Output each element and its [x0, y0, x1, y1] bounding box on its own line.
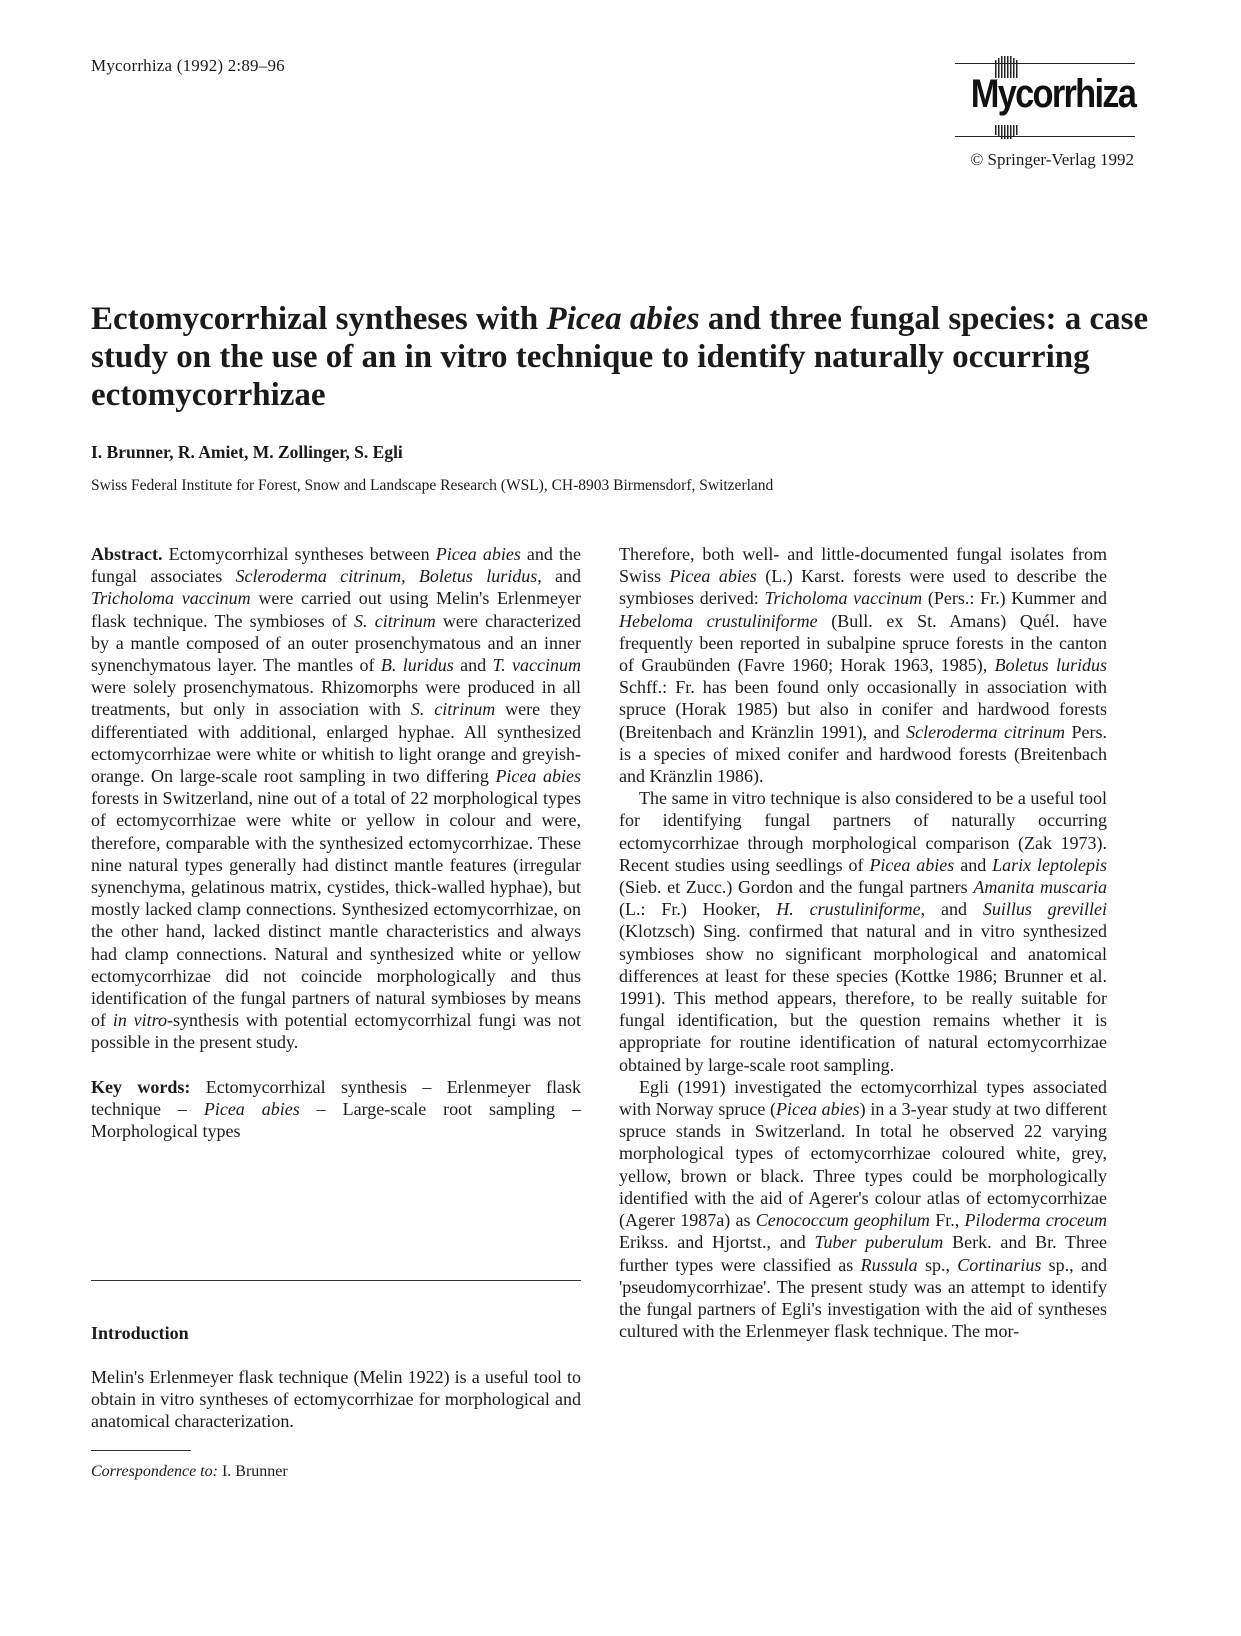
italic-term: Picea abies — [776, 1099, 860, 1120]
article-title — [91, 300, 1151, 414]
text-run: – Large-scale root sampling – Morphological types — [91, 1098, 581, 1142]
text-run: (Klotzsch) Sing. confirmed that natural and in vitro synthesized symbioses show no significant morphological and anatomical differences at least for these species (Kottke 1986; Brunner et al. 1991). This method appears, therefore, to be really suitable for fungal identification, but the question remains whether it is appropriate for routine identification of natural ectomycorrhizae obtained by large-scale root sampling. — [619, 921, 1107, 1075]
italic-term: S. citrinum — [410, 699, 496, 720]
text-run: were carried out using Melin's Erlenmeyer flask technique. The symbioses of — [91, 588, 581, 631]
author-list: I. Brunner, R. Amiet, M. Zollinger, S. Egli — [91, 442, 403, 462]
text-run: sp., — [917, 1254, 958, 1275]
body-paragraph-1 — [619, 543, 1107, 787]
abstract-body — [91, 544, 581, 1052]
italic-term: H. crustuliniforme — [776, 899, 921, 920]
italic-term: S. citrinum — [354, 610, 436, 631]
left-column — [91, 543, 581, 1142]
text-run: Ectomycorrhizal synthesis – Erlenmeyer flask technique – — [91, 1076, 581, 1119]
italic-term: Russula — [860, 1254, 918, 1275]
text-run: -synthesis with potential ectomycorrhizal fungi was not possible in the present study. — [91, 1010, 581, 1053]
section-divider — [91, 1280, 581, 1281]
keywords-label: Key words: — [91, 1076, 191, 1097]
italic-term: in vitro — [112, 1010, 168, 1031]
italic-term: Tricholoma vaccinum — [91, 588, 251, 609]
body-paragraph-2 — [619, 787, 1107, 1076]
text-run: were solely prosenchymatous. Rhizomorphs were produced in all treatments, but only in association with — [91, 677, 581, 720]
text-run: Fr., — [929, 1210, 965, 1231]
keywords — [91, 1076, 581, 1143]
text-run: Erikss. and Hjortst., and — [619, 1232, 815, 1253]
text-run: Egli (1991) investigated the ectomycorrhizal types associated with Norway spruce ( — [619, 1076, 1107, 1120]
italic-term: Picea abies — [495, 766, 581, 787]
author-affiliation: Swiss Federal Institute for Forest, Snow and Landscape Research (WSL), CH-8903 Birmensdorf, Switzerland — [91, 477, 774, 494]
text-run: sp., and 'pseudomycorrhizae'. The present study was an attempt to identify the fungal partners of Egli's investigation with the aid of syntheses cultured with the Erlenmeyer flask technique. The mor- — [619, 1254, 1107, 1342]
italic-term: Picea abies — [203, 1098, 300, 1119]
text-run: ) in a 3-year study at two different spruce stands in Switzerland. In total he observed 22 varying morphological types of ectomycorrhizae coloured white, grey, yellow, brown or black. Three types could be morphologically identified with the aid of Agerer's colour atlas of ectomycorrhizae (Agerer 1987a) as — [619, 1099, 1107, 1231]
italic-term: Boletus luridus — [994, 655, 1107, 676]
italic-term: Picea abies — [435, 544, 521, 564]
title-part-1: Ectomycorrhizal syntheses with — [91, 301, 547, 337]
introduction-heading: Introduction — [91, 1323, 189, 1343]
italic-term: Picea abies — [669, 566, 757, 587]
text-run: (Bull. ex St. Amans) Quél. have frequently been reported in subalpine spruce forests in the canton of Graubünden (Favre 1960; Horak 1963, 1985), — [619, 610, 1107, 676]
italic-term: Amanita muscaria — [973, 877, 1108, 898]
logo-rule-bottom — [955, 136, 1135, 137]
text-run: (Pers.: Fr.) Kummer and — [922, 588, 1107, 609]
abstract — [91, 543, 581, 1054]
text-run: Schff.: Fr. has been found only occasionally in association with spruce (Horak 1985) but also in conifer and hardwood forests (Breitenbach and Kränzlin 1991), and — [619, 677, 1107, 742]
journal-citation: Mycorrhiza (1992) 2:89–96 — [91, 56, 285, 75]
text-run: forests in Switzerland, nine out of a total of 22 morphological types of ectomycorrhizae were white or yellow in colour and were, therefore, comparable with the synthesized ectomycorrhizae. These nine natural types generally had distinct mantle features (irregular synenchyma, gelatinous matrix, cystides, thick-walled hyphae), but mostly lacked clamp connections. Synthesized ectomycorrhizae, on the other hand, lacked distinct mantle characteristics and always had clamp connections. Natural and synthesized white or yellow ectomycorrhizae did not coincide morphologically and thus identification of the fungal partners of natural symbioses by means of — [91, 788, 581, 1031]
logo-rule-top — [955, 63, 1135, 64]
text-run: and the fungal associates — [91, 544, 581, 587]
body-paragraph-3 — [619, 1076, 1107, 1342]
text-run: (L.) Karst. forests were used to describe the symbioses derived: — [619, 566, 1107, 609]
introduction-text: Melin's Erlenmeyer flask technique (Melin 1922) is a useful tool to obtain in vitro syntheses of ectomycorrhizae for morphological and anatomical characterization. — [91, 1367, 581, 1432]
italic-term: Scleroderma citrinum — [235, 566, 402, 587]
publisher-copyright: © Springer-Verlag 1992 — [970, 150, 1134, 169]
italic-term: Cortinarius — [957, 1254, 1042, 1275]
footnote-rule — [91, 1450, 191, 1451]
italic-term: Tuber puberulum — [814, 1232, 944, 1253]
correspondence-footnote — [91, 1463, 288, 1481]
text-run: were they differentiated with additional, enlarged hyphae. All synthesized ectomycorrhizae were white or whitish to light orange and greyish-orange. On large-scale root sampling in two differing — [91, 699, 582, 787]
text-run: were characterized by a mantle composed of an outer prosenchymatous and an inner synenchymatous layer. The mantles of — [91, 610, 581, 676]
title-italic: Picea abies — [546, 301, 700, 337]
text-run: Ectomycorrhizal syntheses between — [162, 544, 436, 564]
italic-term: Picea abies — [869, 854, 955, 875]
italic-term: Piloderma croceum — [964, 1210, 1108, 1231]
text-run: The same in vitro technique is also considered to be a useful tool for identifying fungal partners of naturally occurring ectomycorrhizae through morphological comparison (Zak 1973). Recent studies using seedlings of — [619, 788, 1107, 875]
footnote-name: I. Brunner — [217, 1463, 288, 1480]
right-column — [619, 543, 1107, 1342]
text-run: , and — [920, 899, 983, 920]
italic-term: Tricholoma vaccinum — [764, 588, 923, 609]
footnote-label: Correspondence to: — [91, 1463, 218, 1480]
italic-term: Boletus luridus — [418, 566, 538, 587]
italic-term: Cenococcum geophilum — [755, 1210, 930, 1231]
abstract-label: Abstract. — [91, 544, 163, 564]
text-run: Berk. and Br. Three further types were classified as — [619, 1232, 1107, 1275]
logo-wordmark: Mycorrhiza — [970, 72, 1135, 116]
italic-term: T. vaccinum — [492, 655, 581, 676]
text-run: , — [401, 566, 419, 587]
italic-term: Larix leptolepis — [992, 854, 1107, 875]
italic-term: Scleroderma citrinum — [906, 721, 1065, 742]
italic-term: B. luridus — [380, 655, 454, 676]
text-run: (Sieb. et Zucc.) Gordon and the fungal partners — [619, 877, 974, 898]
italic-term: Hebeloma crustuliniforme — [619, 610, 818, 631]
text-run: and — [453, 655, 493, 676]
text-run: and — [954, 854, 993, 875]
text-run: (L.: Fr.) Hooker, — [619, 899, 777, 920]
italic-term: Suillus grevillei — [982, 899, 1107, 920]
title-part-2: and three fungal species: a case study on the use of an in vitro technique to identify naturally occurring ectomycorrhizae — [91, 301, 1149, 413]
text-run: Therefore, both well- and little-documented fungal isolates from Swiss — [619, 544, 1107, 587]
text-run: Pers. is a species of mixed conifer and hardwood forests (Breitenbach and Kränzlin 1986). — [619, 721, 1108, 787]
text-run: , and — [537, 566, 581, 587]
